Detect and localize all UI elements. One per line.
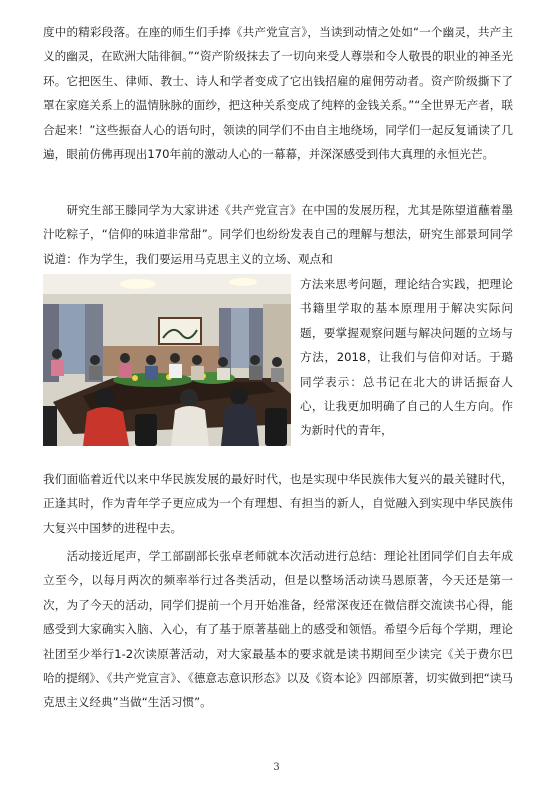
paragraph-closing-summary: 活动接近尾声，学工部副部长张卓老师就本次活动进行总结：理论社团同学们自去年成立至今，以每月两次的频率举行过各类活动，但是以整场活动读马恩原著，今天还是第一次，为了今天的活动，同学们提前一个月开始准备，经常深夜还在微信群交流读书心得，能感受到大家确实入脑、入心，有了基于原著基础上的感受和领悟。希望今后每个学期，理论社团至少举行1-2次读原著活动，对大家最基本的要求就是读书期间至少读完《关于费尔巴哈的提纲》、《共产党宣言》、《德意志意识形态》以及《资本论》四部原著，切实做到把“读马克思主义经典”当做“生活习惯”。 [43,549,513,710]
paragraph-student-reflection: 方法来思考问题，理论结合实践，把理论书籍里学取的基本原理用于解决实际问题，要掌握观察问题与解决问题的立场与方法，2018，让我们与信仰对话。于璐同学表示：总书记在北大的讲话振奋人心，让我更加明确了自己的人生方向。作为新时代的青年， [300,277,513,438]
meeting-room-illustration [43,274,291,446]
paragraph-history-discussion: 研究生部王滕同学为大家讲述《共产党宣言》在中国的发展历程，尤其是陈望道蘸着墨汁吃粽子，“信仰的味道非常甜”。同学们也纷纷发表自己的理解与想法，研究生部景珂同学说道：作为学生，我们要运用马克思主义的立场、观点和 [43,203,513,266]
photo-text-row [43,272,513,470]
event-photo [43,274,291,446]
paragraph-student-reflection-continued: 我们面临着近代以来中华民族发展的最好时代，也是实现中华民族伟大复兴的最关键时代，正逢其时，作为青年学子更应成为一个有理想、有担当的新人，自觉融入到实现中华民族伟大复兴中国梦的进程中去。 [43,472,513,535]
paragraph-reading-excerpt: 度中的精彩段落。在座的师生们手捧《共产党宣言》，当读到动情之处如“一个幽灵，共产主义的幽灵，在欧洲大陆徘徊。”“资产阶级抹去了一切向来受人尊崇和令人敬畏的职业的神圣光环。它把医生、律师、教士、诗人和学者变成了它出钱招雇的雇佣劳动者。资产阶级撕下了罩在家庭关系上的温情脉脉的面纱，把这种关系变成了纯粹的金钱关系。”“全世界无产者，联合起来！”这些振奋人心的语句时，领读的同学们不由自主地绕场，同学们一起反复诵读了几遍，眼前仿佛再现出170年前的激动人心的一幕幕，并深深感受到伟大真理的永恒光芒。 [43,25,513,162]
page-number: 3 [273,762,280,773]
